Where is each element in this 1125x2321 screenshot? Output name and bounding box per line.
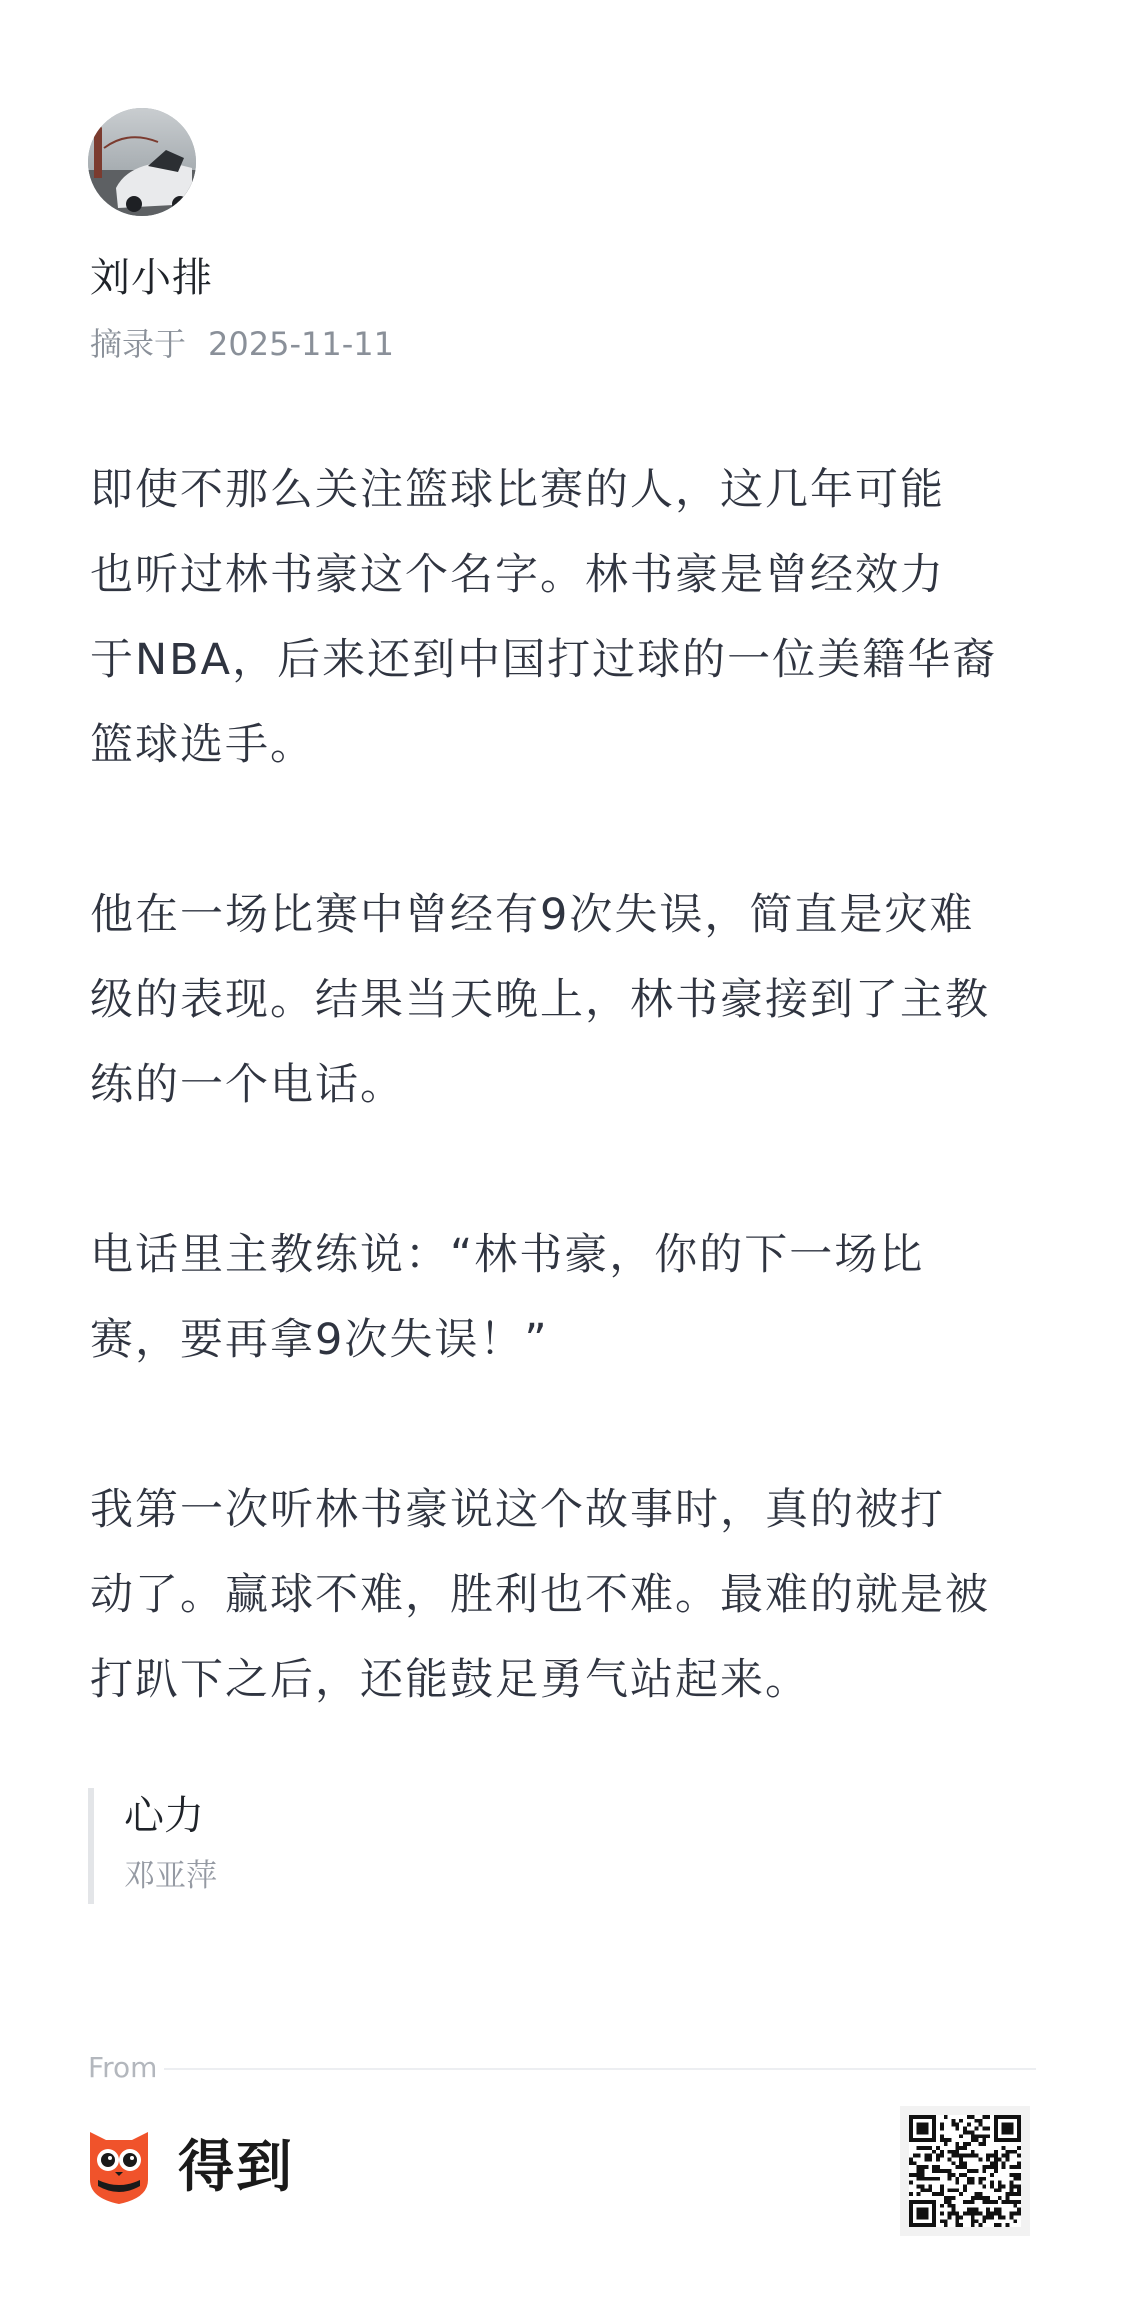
- excerpt-content: [90, 448, 1040, 1723]
- qr-code-icon[interactable]: [900, 2106, 1030, 2236]
- owl-logo-icon: [86, 2128, 152, 2206]
- excerpt-paragraph: 即使不那么关注篮球比赛的人，这几年可能 也听过林书豪这个名字。林书豪是曾经效力 于NBA，后来还到中国打过球的一位美籍华裔 篮球选手。: [90, 465, 998, 770]
- brand-name: 得到: [178, 2135, 294, 2200]
- author-name[interactable]: 刘小排: [90, 255, 213, 301]
- divider-line: [164, 2068, 1036, 2070]
- from-label: From: [88, 2051, 158, 2084]
- excerpt-paragraph: 电话里主教练说：“林书豪，你的下一场比 赛，要再拿9次失误！”: [90, 1230, 925, 1365]
- excerpt-paragraph: 他在一场比赛中曾经有9次失误，简直是灾难 级的表现。结果当天晚上，林书豪接到了主教 练的一个电话。: [90, 890, 990, 1110]
- from-divider: [88, 2048, 1036, 2088]
- book-author: 邓亚萍: [124, 1858, 217, 1894]
- avatar-photo-icon: [88, 108, 196, 216]
- excerpt-paragraph: 我第一次听林书豪说这个故事时，真的被打 动了。赢球不难，胜利也不难。最难的就是被 打趴下之后，还能鼓足勇气站起来。: [90, 1485, 990, 1705]
- author-avatar[interactable]: [88, 108, 196, 216]
- book-title: 心力: [124, 1793, 204, 1839]
- excerpt-meta: [90, 322, 394, 366]
- book-reference[interactable]: [88, 1788, 217, 1904]
- excerpt-date: 2025-11-11: [208, 325, 394, 363]
- excerpt-prefix: 摘录于: [90, 325, 187, 363]
